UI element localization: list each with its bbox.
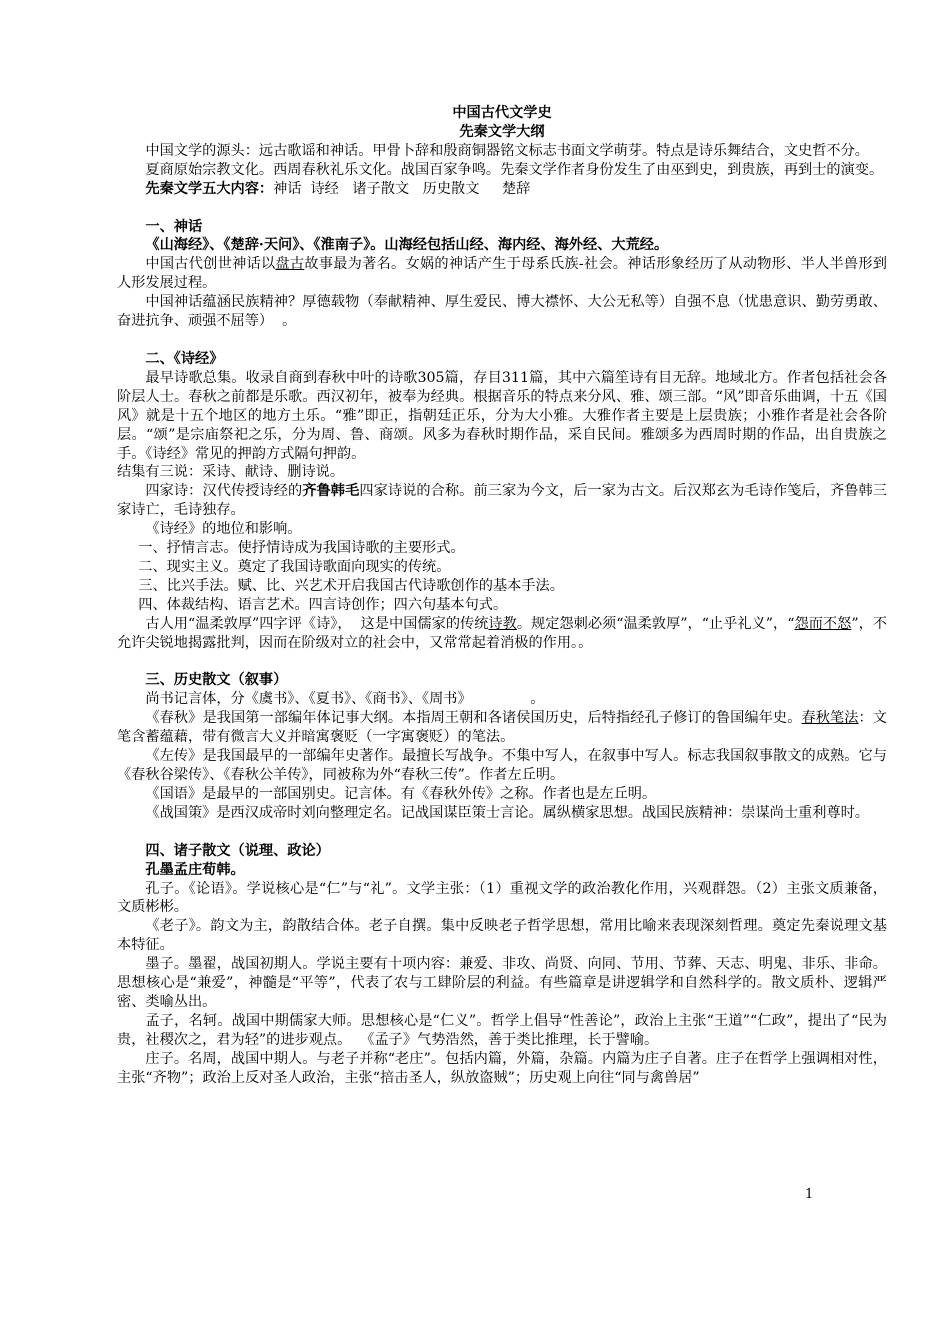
section-2-list-item-1: 一、抒情言志。使抒情诗成为我国诗歌的主要形式。 bbox=[138, 540, 465, 557]
section-1-heading: 一、神话 bbox=[145, 218, 203, 235]
underlined-term: 怨而不怒 bbox=[794, 615, 852, 632]
section-2-paragraph-4: 《诗经》的地位和影响。 bbox=[145, 521, 302, 538]
document-title: 中国古代文学史 bbox=[452, 105, 552, 121]
section-3-paragraph-3: 《左传》是我国最早的一部编年史著作。最擅长写战争。不集中写人，在叙事中写人。标志我国叙事散文的成熟。它与《春秋谷梁传》、《春秋公羊传》，同被称为外“春秋三传”。作者左丘明。 bbox=[117, 748, 887, 783]
text-run: 故事最为著名。女娲的神话产生于母系氏族-社会。神话形象经历了从动物形、半人半兽形到人形发展过程。 bbox=[117, 256, 887, 292]
section-3-paragraph-4: 《国语》是最早的一部国别史。记言体。有《春秋外传》之称。作者也是左丘明。 bbox=[145, 785, 657, 802]
intro-paragraph-2: 夏商原始宗教文化。西周春秋礼乐文化。战国百家争鸣。先秦文学作者身份发生了由巫到史，到贵族，再到士的演变。 bbox=[145, 161, 884, 178]
underlined-term: 诗教 bbox=[488, 615, 517, 632]
underlined-term: 盘古 bbox=[275, 256, 305, 273]
section-2-paragraph-2: 结集有三说：采诗、献诗、删诗说。 bbox=[117, 464, 345, 481]
text-run: 《春秋》是我国第一部编年体记事大纲。本指周王朝和各诸侯国历史，后特指经孔子修订的鲁国编年史。 bbox=[145, 710, 802, 727]
page-number: 1 bbox=[805, 1187, 814, 1202]
section-1-subheading: 《山海经》、《楚辞·天问》、《淮南子》。山海经包括山经、海内经、海外经、大荒经。 bbox=[145, 237, 669, 254]
section-4-paragraph-5: 庄子。名周，战国中期人。与老子并称“老庄”。包括内篇，外篇，杂篇。内篇为庄子自著。庄子在哲学上强调相对性，主张“齐物”；政治上反对圣人政治，主张“掊击圣人，纵放盗贼”；历史观上向往“同与禽兽居” bbox=[117, 1050, 887, 1086]
section-2-paragraph-1: 最早诗歌总集。收录自商到春秋中叶的诗歌305篇，存目311篇，其中六篇笙诗有目无辞。地域北方。作者包括社会各阶层人士。春秋之前都是乐歌。西汉初年，被奉为经典。根据音乐的特点来分风、雅、颂三部。“风”即音乐曲调，十五《国风》就是十五个地区的地方土乐。“雅”即正，指朝廷正乐，分为大小雅。大雅作者主要是上层贵族；小雅作者是社会各阶层。“颂”是宗庙祭祀之乐，分为周、鲁、商颂。风多为春秋时期作品，采自民间。雅颂多为西周时期的作品，出自贵族之手。《诗经》常见的押韵方式隔句押韵。 bbox=[117, 369, 887, 462]
section-4-paragraph-4: 孟子，名轲。战国中期儒家大师。思想核心是“仁义”。哲学上倡导“性善论”，政治上主张“王道”“仁政”，提出了“民为贵，社稷次之，君为轻”的进步观点。 《孟子》气势浩然，善于类比推理，长于譬喻。 bbox=[117, 1012, 887, 1048]
intro-paragraph-1: 中国文学的源头：远古歌谣和神话。甲骨卜辞和殷商铜器铭文标志书面文学萌芽。特点是诗乐舞结合，文史哲不分。 bbox=[145, 142, 869, 159]
section-4-subheading: 孔墨孟庄荀韩。 bbox=[145, 861, 245, 878]
section-4-paragraph-3: 墨子。墨翟，战国初期人。学说主要有十项内容：兼爱、非攻、尚贤、向同、节用、节葬、天志、明鬼、非乐、非命。思想核心是“兼爱”，神髓是“平等”，代表了农与工肆阶层的利益。有些篇章是讲逻辑学和自然科学的。散文质朴、逻辑严密、类喻丛出。 bbox=[117, 956, 887, 1010]
section-2-paragraph-3 bbox=[117, 482, 887, 520]
document-subtitle: 先秦文学大纲 bbox=[459, 123, 545, 140]
section-3-heading: 三、历史散文（叙事） bbox=[145, 672, 288, 689]
section-4-paragraph-1: 孔子。《论语》。学说核心是“仁”与“礼”。文学主张：（1）重视文学的政治教化作用，兴观群怨。（2）主张文质兼备，文质彬彬。 bbox=[117, 880, 887, 916]
text-run: 四家诗：汉代传授诗经的 bbox=[145, 483, 303, 500]
section-2-list-item-4: 四、体裁结构、语言艺术。四言诗创作；四六句基本句式。 bbox=[138, 596, 508, 613]
five-contents-label: 先秦文学五大内容： bbox=[145, 180, 274, 197]
five-contents-line bbox=[117, 180, 887, 199]
section-2-list-item-2: 二、现实主义。奠定了我国诗歌面向现实的传统。 bbox=[138, 558, 451, 575]
text-run: 中国古代创世神话以 bbox=[145, 256, 276, 273]
section-3-paragraph-2 bbox=[117, 709, 887, 747]
section-2-paragraph-5 bbox=[117, 615, 887, 653]
text-run: ：文笔含蓄蕴藉，带有微言大义并暗寓褒贬（一字寓褒贬）的笔法。 bbox=[117, 710, 887, 746]
document-body bbox=[117, 104, 887, 1088]
section-1-paragraph-2: 中国神话蕴涵民族精神？厚德载物（奉献精神、厚生爱民、博大襟怀、大公无私等）自强不息（忧患意识、勤劳勇敢、奋进抗争、顽强不屈等） 。 bbox=[117, 294, 887, 330]
section-3-paragraph-5: 《战国策》是西汉成帝时刘向整理定名。记战国谋臣策士言论。属纵横家思想。战国民族精神：崇谋尚士重利尊时。 bbox=[145, 804, 869, 821]
section-4-paragraph-2: 《老子》。韵文为主，韵散结合体。老子自撰。集中反映老子哲学思想，常用比喻来表现深刻哲理。奠定先秦说理文基本特征。 bbox=[117, 918, 887, 954]
text-run: 古人用“温柔敦厚”四字评《诗》， 这是中国儒家的传统 bbox=[145, 615, 489, 632]
section-1-paragraph-1 bbox=[117, 255, 887, 293]
section-2-list-item-3: 三、比兴手法。赋、比、兴艺术开启我国古代诗歌创作的基本手法。 bbox=[138, 577, 564, 594]
section-4-heading: 四、诸子散文（说理、政论） bbox=[145, 842, 330, 859]
section-3-paragraph-1: 尚书记言体，分《虞书》、《夏书》、《商书》、《周书》 。 bbox=[145, 691, 545, 708]
section-2-heading: 二、《诗经》 bbox=[145, 350, 224, 367]
underlined-term: 春秋笔法 bbox=[801, 710, 859, 727]
text-run: 四家诗说的合称。前三家为今文，后一家为古文。后汉郑玄为毛诗作笺后，齐鲁韩三家诗亡，毛诗独存。 bbox=[117, 483, 887, 519]
text-run: ”，不允许尖锐地揭露批判，因而在阶级对立的社会中，又常常起着消极的作用。。 bbox=[117, 615, 887, 651]
five-contents-items: 神话 诗经 诸子散文 历史散文 楚辞 bbox=[273, 180, 531, 197]
bold-term: 齐鲁韩毛 bbox=[302, 483, 360, 500]
text-run: 。规定怨刺必须“温柔敦厚”，“止乎礼义”，“ bbox=[516, 615, 795, 632]
